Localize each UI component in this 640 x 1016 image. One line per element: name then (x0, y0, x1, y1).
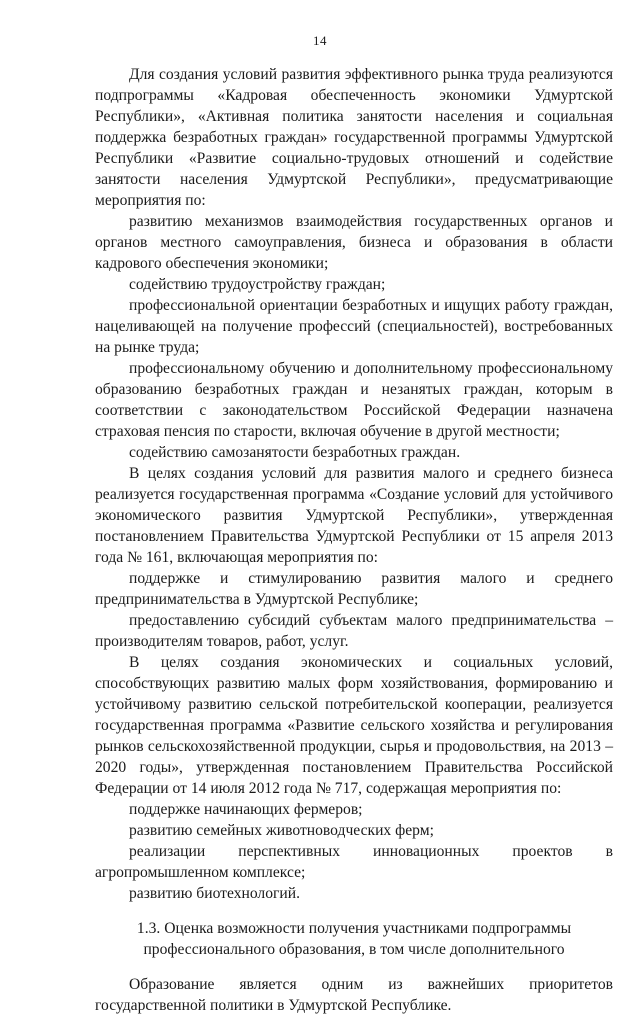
list-item-innovative-projects: реализации перспективных инновационных проектов в агропромышленном комплексе; (95, 843, 613, 881)
list-item-small-business-support: поддержке и стимулированию развития малого и среднего предпринимательства в Удмуртской Республике; (95, 570, 613, 608)
paragraph-small-business-intro: В целях создания условий для развития малого и среднего бизнеса реализуется государственная программа «Создание условий для устойчивого экономического развития Удмуртской Республики», утвержденная постановлением Правительства Удмуртской Республики от 15 апреля 2013 года № 161, включающая мероприятия по: (95, 465, 613, 566)
paragraph-labor-market-intro: Для создания условий развития эффективного рынка труда реализуются подпрограммы «Кадровая обеспеченность экономики Удмуртской Республики», «Активная политика занятости населения и социальная поддержка безработных граждан» государственной программы Удмуртской Республики «Развитие социально-трудовых отношений и содействие занятости населения Удмуртской Республики», предусматривающие мероприятия по: (95, 66, 613, 209)
list-item-novice-farmers: поддержке начинающих фермеров; (129, 801, 363, 818)
paragraph-agriculture-intro: В целях создания экономических и социальных условий, способствующих развитию малых форм хозяйствования, формированию и устойчивому развитию сельской потребительской кооперации, реализуется государственная программа «Развитие сельского хозяйства и регулирования рынков сельскохозяйственной продукции, сырья и продовольствия, на 2013 – 2020 годы», утвержденная постановлением Правительства Российской Федерации от 14 июля 2012 года № 717, содержащая мероприятия по: (95, 654, 613, 797)
list-item-interaction-mechanisms: развитию механизмов взаимодействия государственных органов и органов местного самоуправления, бизнеса и образования в области кадрового обеспечения экономики; (95, 213, 613, 272)
list-item-biotechnology: развитию биотехнологий. (129, 885, 300, 902)
page-number: 14 (313, 33, 327, 48)
section-heading-line-2: профессионального образования, в том числе дополнительного (143, 941, 565, 958)
list-item-professional-training: профессиональному обучению и дополнительному профессиональному образованию безработных граждан и незанятых граждан, которым в соответствии с законодательством Российской Федерации назначена страховая пенсия по старости, включая обучение в другой местности; (95, 360, 613, 440)
section-heading (95, 918, 613, 960)
document-body (95, 64, 613, 1016)
list-item-employment-assistance: содействию трудоустройству граждан; (129, 276, 386, 293)
list-item-career-guidance: профессиональной ориентации безработных и ищущих работу граждан, нацеливающей на получение профессий (специальностей), востребованных на рынке труда; (95, 297, 613, 356)
section-heading-line-1: 1.3. Оценка возможности получения участниками подпрограммы (136, 920, 572, 937)
list-item-family-farms: развитию семейных животноводческих ферм; (129, 822, 434, 839)
list-item-subsidies: предоставлению субсидий субъектам малого предпринимательства – производителям товаров, работ, услуг. (95, 612, 613, 650)
paragraph-education-priority: Образование является одним из важнейших приоритетов государственной политики в Удмуртской Республике. (95, 976, 613, 1014)
list-item-self-employment: содействию самозанятости безработных граждан. (129, 444, 461, 461)
